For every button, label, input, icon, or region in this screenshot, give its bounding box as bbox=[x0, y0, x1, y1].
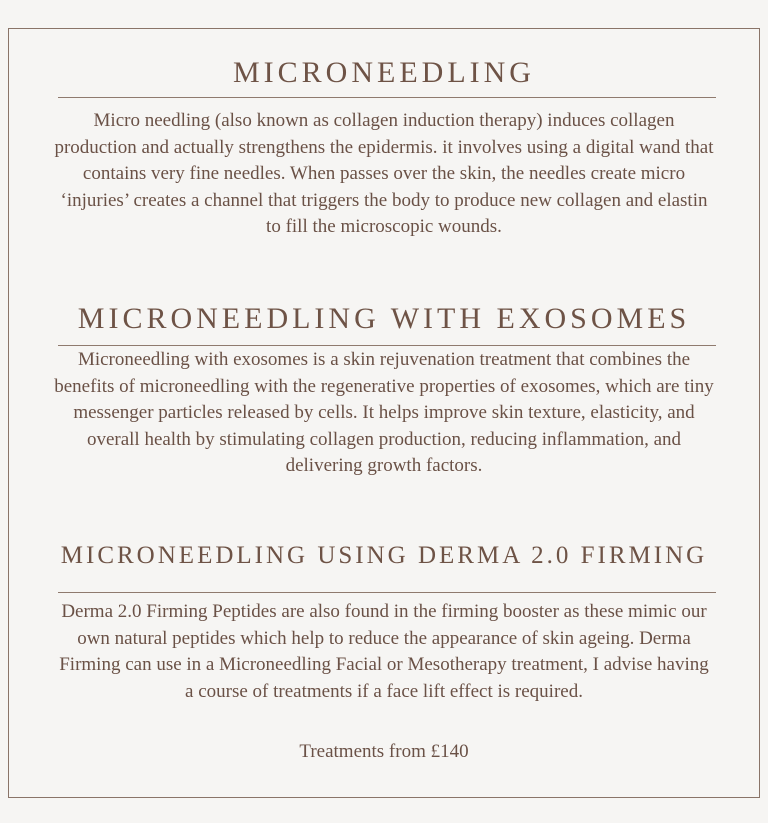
title-divider bbox=[58, 345, 716, 346]
title-divider bbox=[58, 592, 716, 593]
price-note: Treatments from £140 bbox=[299, 741, 469, 762]
section-title-microneedling: MICRONEEDLING bbox=[233, 56, 535, 89]
title-divider bbox=[58, 97, 716, 98]
section-body-microneedling: Micro needling (also known as collagen induction therapy) induces collagen production and actually strengthens the epidermis. it involves using a digital wand that contains very fine needles. When passes over the skin, the needles create micro ‘injuries’ creates a channel that triggers the body to produce new collagen and elastin to fill the microscopic wounds. bbox=[54, 110, 714, 237]
section-body-derma-firming: Derma 2.0 Firming Peptides are also found in the firming booster as these mimic our own natural peptides which help to reduce the appearance of skin ageing. Derma Firming can use in a Microneedling Facial or Mesotherapy treatment, I advise having a course of treatments if a face lift effect is required. bbox=[59, 601, 709, 702]
section-title-derma-firming: MICRONEEDLING USING DERMA 2.0 FIRMING bbox=[60, 542, 708, 569]
section-title-exosomes: MICRONEEDLING WITH EXOSOMES bbox=[77, 302, 691, 335]
section-body-exosomes: Microneedling with exosomes is a skin rejuvenation treatment that combines the benefits of microneedling with the regenerative properties of exosomes, which are tiny messenger particles released by cells. It helps improve skin texture, elasticity, and overall health by stimulating collagen production, reducing inflammation, and delivering growth factors. bbox=[54, 349, 714, 476]
